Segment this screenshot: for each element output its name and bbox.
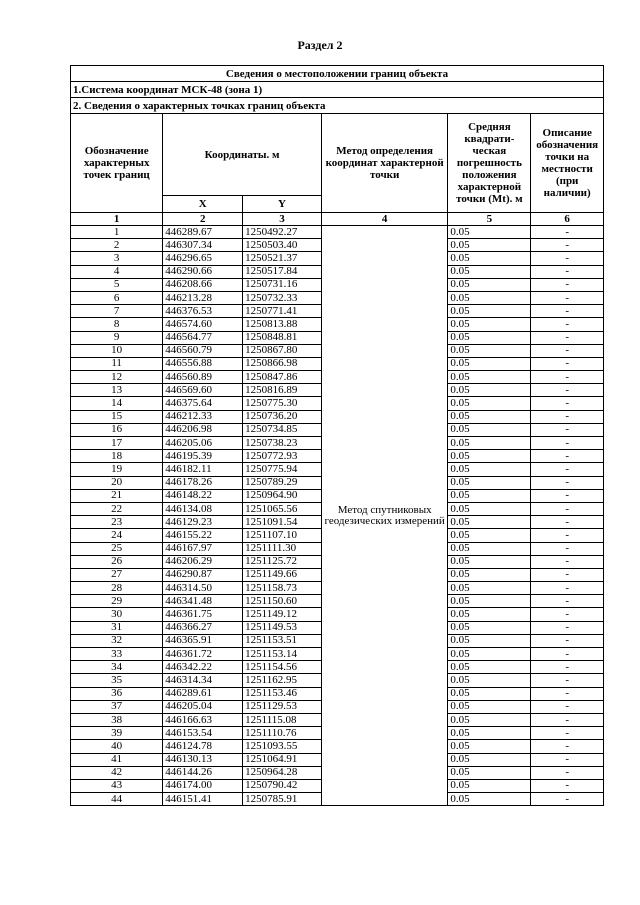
description-value: - — [531, 410, 604, 423]
error-value: 0.05 — [448, 555, 531, 568]
error-value: 0.05 — [448, 621, 531, 634]
error-value: 0.05 — [448, 608, 531, 621]
point-number: 4 — [71, 265, 163, 278]
description-value: - — [531, 727, 604, 740]
point-number: 34 — [71, 661, 163, 674]
coord-x: 446167.97 — [163, 542, 243, 555]
header-point: Обозначение характерных точек границ — [71, 114, 163, 213]
error-value: 0.05 — [448, 305, 531, 318]
coord-x: 446365.91 — [163, 634, 243, 647]
header-method: Метод определения координат характерной точки — [321, 114, 448, 213]
point-number: 24 — [71, 529, 163, 542]
description-value: - — [531, 595, 604, 608]
point-number: 17 — [71, 437, 163, 450]
description-value: - — [531, 648, 604, 661]
point-number: 7 — [71, 305, 163, 318]
coord-x: 446290.87 — [163, 568, 243, 581]
description-value: - — [531, 674, 604, 687]
error-value: 0.05 — [448, 661, 531, 674]
coord-x: 446361.72 — [163, 648, 243, 661]
coord-x: 446375.64 — [163, 397, 243, 410]
coord-y: 1251115.08 — [243, 713, 322, 726]
description-value: - — [531, 318, 604, 331]
table-row — [71, 226, 604, 239]
coord-y: 1251110.76 — [243, 727, 322, 740]
coord-y: 1250847.86 — [243, 371, 322, 384]
error-value: 0.05 — [448, 265, 531, 278]
coord-x: 446205.06 — [163, 437, 243, 450]
header-error: Средняя квадрати-ческая погрешность положения характерной точки (Mt). м — [448, 114, 531, 213]
error-value: 0.05 — [448, 397, 531, 410]
coord-y: 1251064.91 — [243, 753, 322, 766]
coord-x: 446296.65 — [163, 252, 243, 265]
column-number: 2 — [163, 213, 243, 226]
coord-x: 446564.77 — [163, 331, 243, 344]
description-value: - — [531, 661, 604, 674]
point-number: 35 — [71, 674, 163, 687]
error-value: 0.05 — [448, 371, 531, 384]
coord-x: 446341.48 — [163, 595, 243, 608]
error-value: 0.05 — [448, 410, 531, 423]
point-number: 12 — [71, 371, 163, 384]
coord-y: 1250736.20 — [243, 410, 322, 423]
table-subtitle: 2. Сведения о характерных точках границ объекта — [71, 98, 604, 114]
error-value: 0.05 — [448, 766, 531, 779]
coord-x: 446195.39 — [163, 450, 243, 463]
header-description: Описание обозначения точки на местности (при наличии) — [531, 114, 604, 213]
point-number: 32 — [71, 634, 163, 647]
description-value: - — [531, 305, 604, 318]
coord-y: 1250964.28 — [243, 766, 322, 779]
error-value: 0.05 — [448, 634, 531, 647]
coord-y: 1251158.73 — [243, 582, 322, 595]
header-x: X — [163, 196, 243, 213]
coord-y: 1251153.46 — [243, 687, 322, 700]
description-value: - — [531, 463, 604, 476]
coord-y: 1251093.55 — [243, 740, 322, 753]
coord-y: 1250732.33 — [243, 291, 322, 304]
point-number: 40 — [71, 740, 163, 753]
header-y: Y — [243, 196, 322, 213]
description-value: - — [531, 252, 604, 265]
coord-x: 446174.00 — [163, 779, 243, 792]
point-number: 36 — [71, 687, 163, 700]
point-number: 38 — [71, 713, 163, 726]
error-value: 0.05 — [448, 331, 531, 344]
point-number: 15 — [71, 410, 163, 423]
description-value: - — [531, 226, 604, 239]
point-number: 14 — [71, 397, 163, 410]
coord-y: 1251162.95 — [243, 674, 322, 687]
error-value: 0.05 — [448, 423, 531, 436]
error-value: 0.05 — [448, 226, 531, 239]
boundary-points-table — [70, 65, 604, 806]
description-value: - — [531, 239, 604, 252]
point-number: 43 — [71, 779, 163, 792]
description-value: - — [531, 384, 604, 397]
point-number: 44 — [71, 793, 163, 806]
error-value: 0.05 — [448, 516, 531, 529]
column-number: 5 — [448, 213, 531, 226]
point-number: 5 — [71, 278, 163, 291]
error-value: 0.05 — [448, 437, 531, 450]
coord-x: 446182.11 — [163, 463, 243, 476]
description-value: - — [531, 529, 604, 542]
column-number: 3 — [243, 213, 322, 226]
description-value: - — [531, 371, 604, 384]
point-number: 16 — [71, 423, 163, 436]
coord-x: 446148.22 — [163, 489, 243, 502]
coord-y: 1251150.60 — [243, 595, 322, 608]
error-value: 0.05 — [448, 239, 531, 252]
error-value: 0.05 — [448, 252, 531, 265]
coord-x: 446155.22 — [163, 529, 243, 542]
error-value: 0.05 — [448, 779, 531, 792]
point-number: 18 — [71, 450, 163, 463]
header-coordinates: Координаты. м — [163, 114, 322, 196]
coord-x: 446205.04 — [163, 700, 243, 713]
coord-y: 1250734.85 — [243, 423, 322, 436]
point-number: 31 — [71, 621, 163, 634]
error-value: 0.05 — [448, 674, 531, 687]
coord-y: 1250517.84 — [243, 265, 322, 278]
coord-y: 1250964.90 — [243, 489, 322, 502]
point-number: 26 — [71, 555, 163, 568]
description-value: - — [531, 766, 604, 779]
description-value: - — [531, 516, 604, 529]
error-value: 0.05 — [448, 542, 531, 555]
coord-x: 446206.29 — [163, 555, 243, 568]
point-number: 11 — [71, 357, 163, 370]
description-value: - — [531, 278, 604, 291]
coord-x: 446208.66 — [163, 278, 243, 291]
coord-x: 446314.34 — [163, 674, 243, 687]
point-number: 27 — [71, 568, 163, 581]
point-number: 29 — [71, 595, 163, 608]
description-value: - — [531, 740, 604, 753]
coord-y: 1250867.80 — [243, 344, 322, 357]
point-number: 33 — [71, 648, 163, 661]
section-title: Раздел 2 — [297, 38, 343, 52]
description-value: - — [531, 450, 604, 463]
coord-x: 446556.88 — [163, 357, 243, 370]
coord-x: 446129.23 — [163, 516, 243, 529]
description-value: - — [531, 700, 604, 713]
point-number: 9 — [71, 331, 163, 344]
coord-x: 446178.26 — [163, 476, 243, 489]
description-value: - — [531, 291, 604, 304]
description-value: - — [531, 502, 604, 515]
coord-x: 446560.79 — [163, 344, 243, 357]
coord-y: 1251125.72 — [243, 555, 322, 568]
description-value: - — [531, 357, 604, 370]
coord-x: 446153.54 — [163, 727, 243, 740]
coord-x: 446366.27 — [163, 621, 243, 634]
description-value: - — [531, 634, 604, 647]
coord-x: 446151.41 — [163, 793, 243, 806]
error-value: 0.05 — [448, 753, 531, 766]
point-number: 6 — [71, 291, 163, 304]
coord-x: 446134.08 — [163, 502, 243, 515]
description-value: - — [531, 687, 604, 700]
coord-x: 446212.33 — [163, 410, 243, 423]
description-value: - — [531, 608, 604, 621]
table-title: Сведения о местоположении границ объекта — [71, 66, 604, 82]
error-value: 0.05 — [448, 278, 531, 291]
error-value: 0.05 — [448, 793, 531, 806]
coord-y: 1250771.41 — [243, 305, 322, 318]
point-number: 28 — [71, 582, 163, 595]
column-number: 1 — [71, 213, 163, 226]
error-value: 0.05 — [448, 463, 531, 476]
coord-y: 1250521.37 — [243, 252, 322, 265]
coord-x: 446166.63 — [163, 713, 243, 726]
point-number: 23 — [71, 516, 163, 529]
coord-y: 1250790.42 — [243, 779, 322, 792]
error-value: 0.05 — [448, 713, 531, 726]
point-number: 37 — [71, 700, 163, 713]
coord-y: 1250772.93 — [243, 450, 322, 463]
coord-x: 446569.60 — [163, 384, 243, 397]
error-value: 0.05 — [448, 291, 531, 304]
coord-y: 1251065.56 — [243, 502, 322, 515]
coord-x: 446290.66 — [163, 265, 243, 278]
point-number: 22 — [71, 502, 163, 515]
error-value: 0.05 — [448, 357, 531, 370]
coord-y: 1251129.53 — [243, 700, 322, 713]
description-value: - — [531, 331, 604, 344]
coord-y: 1251107.10 — [243, 529, 322, 542]
point-number: 8 — [71, 318, 163, 331]
description-value: - — [531, 542, 604, 555]
error-value: 0.05 — [448, 489, 531, 502]
description-value: - — [531, 753, 604, 766]
column-number: 4 — [321, 213, 448, 226]
error-value: 0.05 — [448, 648, 531, 661]
point-number: 19 — [71, 463, 163, 476]
coord-y: 1251153.51 — [243, 634, 322, 647]
coord-y: 1250503.40 — [243, 239, 322, 252]
coord-y: 1250848.81 — [243, 331, 322, 344]
column-number: 6 — [531, 213, 604, 226]
error-value: 0.05 — [448, 727, 531, 740]
description-value: - — [531, 423, 604, 436]
coord-x: 446376.53 — [163, 305, 243, 318]
point-number: 3 — [71, 252, 163, 265]
coord-y: 1250866.98 — [243, 357, 322, 370]
error-value: 0.05 — [448, 476, 531, 489]
coordinate-system: 1.Система координат МСК-48 (зона 1) — [71, 82, 604, 98]
error-value: 0.05 — [448, 740, 531, 753]
coord-y: 1250813.88 — [243, 318, 322, 331]
error-value: 0.05 — [448, 700, 531, 713]
description-value: - — [531, 437, 604, 450]
error-value: 0.05 — [448, 502, 531, 515]
point-number: 42 — [71, 766, 163, 779]
error-value: 0.05 — [448, 318, 531, 331]
coord-x: 446289.61 — [163, 687, 243, 700]
coord-y: 1251149.12 — [243, 608, 322, 621]
error-value: 0.05 — [448, 582, 531, 595]
coord-x: 446213.28 — [163, 291, 243, 304]
coord-y: 1250731.16 — [243, 278, 322, 291]
coord-y: 1250492.27 — [243, 226, 322, 239]
description-value: - — [531, 779, 604, 792]
description-value: - — [531, 489, 604, 502]
method-cell: Метод спутниковых геодезических измерений — [321, 226, 448, 806]
coord-x: 446560.89 — [163, 371, 243, 384]
coord-x: 446144.26 — [163, 766, 243, 779]
coord-x: 446206.98 — [163, 423, 243, 436]
coord-y: 1251149.66 — [243, 568, 322, 581]
error-value: 0.05 — [448, 595, 531, 608]
description-value: - — [531, 397, 604, 410]
point-number: 30 — [71, 608, 163, 621]
description-value: - — [531, 793, 604, 806]
coord-x: 446307.34 — [163, 239, 243, 252]
description-value: - — [531, 476, 604, 489]
coord-x: 446130.13 — [163, 753, 243, 766]
error-value: 0.05 — [448, 529, 531, 542]
error-value: 0.05 — [448, 687, 531, 700]
description-value: - — [531, 265, 604, 278]
point-number: 25 — [71, 542, 163, 555]
coord-x: 446361.75 — [163, 608, 243, 621]
coord-y: 1251149.53 — [243, 621, 322, 634]
point-number: 1 — [71, 226, 163, 239]
point-number: 39 — [71, 727, 163, 740]
point-number: 10 — [71, 344, 163, 357]
coord-y: 1251111.30 — [243, 542, 322, 555]
error-value: 0.05 — [448, 384, 531, 397]
coord-y: 1250816.89 — [243, 384, 322, 397]
coord-y: 1251154.56 — [243, 661, 322, 674]
description-value: - — [531, 555, 604, 568]
error-value: 0.05 — [448, 568, 531, 581]
coord-x: 446289.67 — [163, 226, 243, 239]
error-value: 0.05 — [448, 344, 531, 357]
description-value: - — [531, 621, 604, 634]
coord-y: 1250738.23 — [243, 437, 322, 450]
coord-y: 1250789.29 — [243, 476, 322, 489]
description-value: - — [531, 568, 604, 581]
description-value: - — [531, 344, 604, 357]
point-number: 41 — [71, 753, 163, 766]
coord-y: 1251091.54 — [243, 516, 322, 529]
description-value: - — [531, 582, 604, 595]
coord-y: 1250775.30 — [243, 397, 322, 410]
coord-x: 446124.78 — [163, 740, 243, 753]
coord-x: 446342.22 — [163, 661, 243, 674]
description-value: - — [531, 713, 604, 726]
point-number: 2 — [71, 239, 163, 252]
error-value: 0.05 — [448, 450, 531, 463]
point-number: 21 — [71, 489, 163, 502]
point-number: 13 — [71, 384, 163, 397]
coord-x: 446314.50 — [163, 582, 243, 595]
point-number: 20 — [71, 476, 163, 489]
coord-y: 1251153.14 — [243, 648, 322, 661]
coord-y: 1250785.91 — [243, 793, 322, 806]
coord-x: 446574.60 — [163, 318, 243, 331]
coord-y: 1250775.94 — [243, 463, 322, 476]
